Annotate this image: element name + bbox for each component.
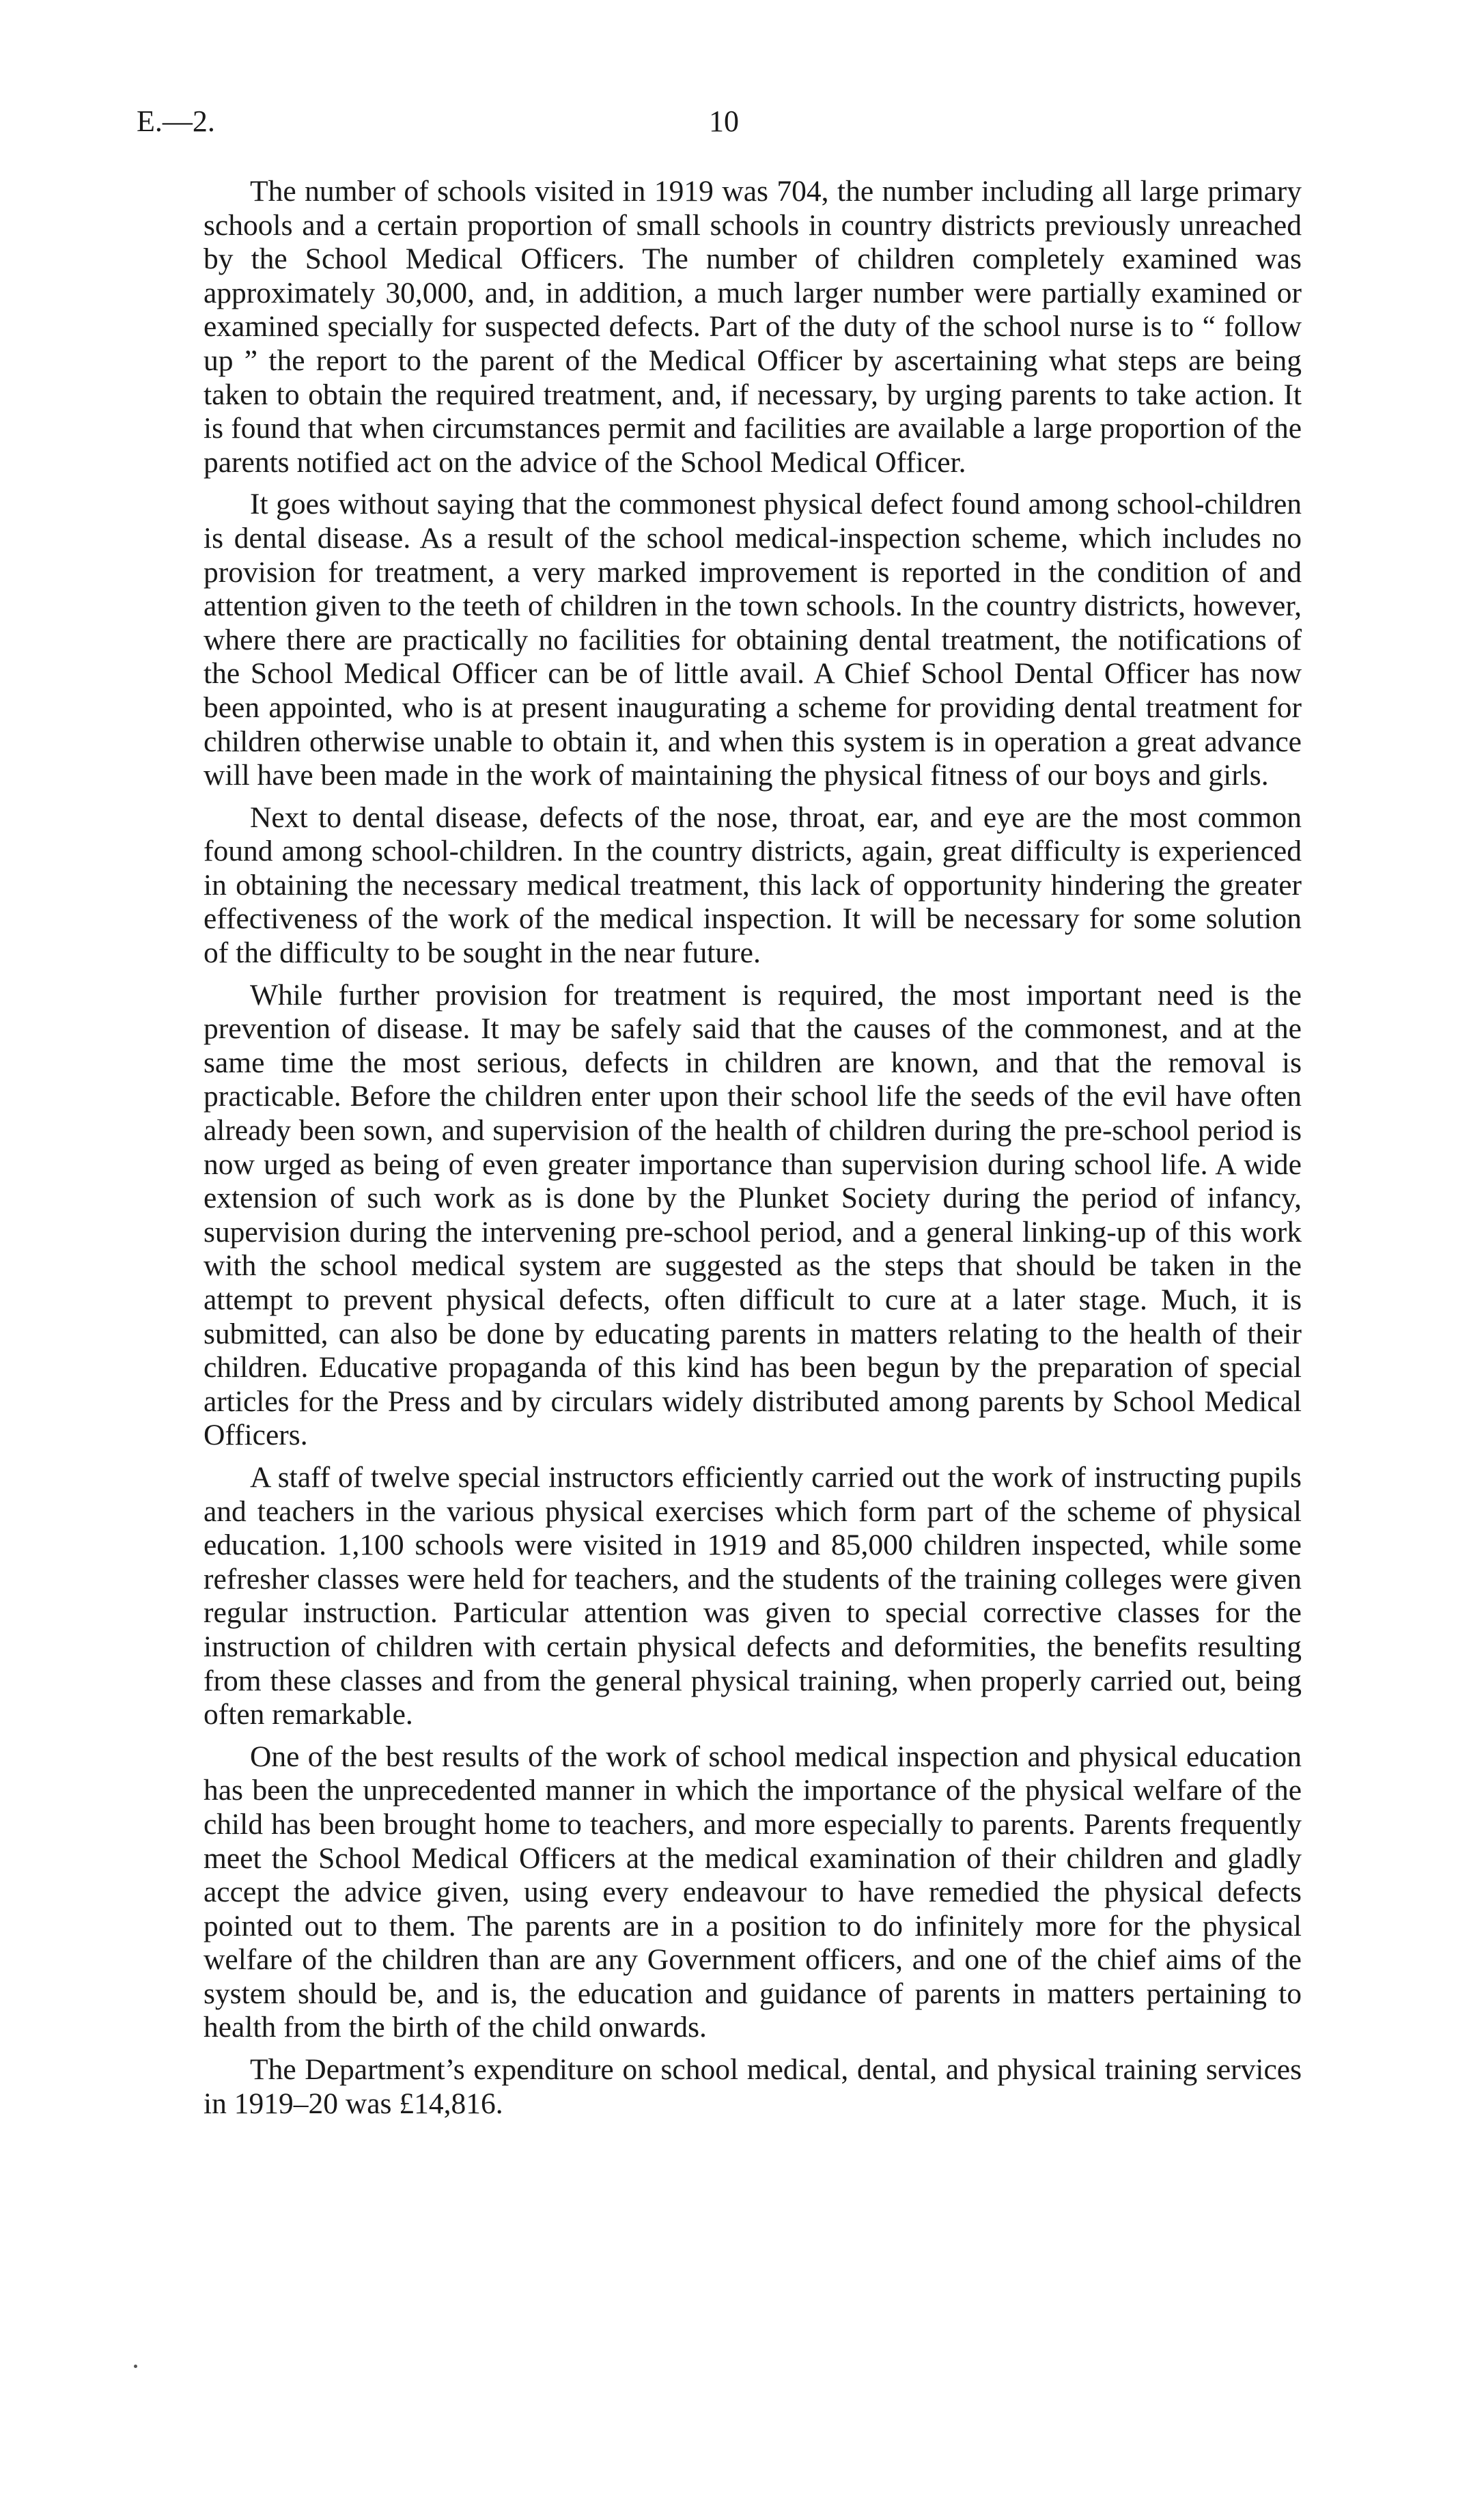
paragraph-dental-disease: It goes without saying that the commonest physical defect found among school-children is dental disease. As a result of the school medical-inspection scheme, which includes no provision for treatment, a very marked improvement is reported in the condition of and attention given to the teeth of children in the town schools. In the country districts, however, where there are practically no facilities for obtaining dental treatment, the notifications of the School Medical Officer can be of little avail. A Chief School Dental Officer has now been appointed, who is at present inaugurating a scheme for providing dental treatment for children otherwise unable to obtain it, and when this system is in operation a great advance will have been made in the work of maintaining the physical fitness of our boys and girls. <box>204 488 1302 792</box>
page-header <box>137 101 1311 142</box>
paragraph-expenditure: The Department’s expenditure on school medical, dental, and physical training services in 1919–20 was £14,816. <box>204 2053 1302 2120</box>
document-body <box>204 175 1302 2129</box>
stray-mark <box>134 2365 137 2368</box>
series-code: E.—2. <box>137 105 215 138</box>
paragraph-best-results: One of the best results of the work of school medical inspection and physical education has been the unprecedented manner in which the importance of the physical welfare of the child has been brought home to teachers, and more especially to parents. Parents frequently meet the School Medical Officers at the medical examination of their children and gladly accept the advice given, using every endeavour to have remedied the physical defects pointed out to them. The parents are in a position to do infinitely more for the physical welfare of the children than are any Government officers, and one of the chief aims of the system should be, and is, the education and guidance of parents in matters pertaining to health from the birth of the child onwards. <box>204 1740 1302 2044</box>
paragraph-prevention: While further provision for treatment is required, the most important need is the prevention of disease. It may be safely said that the causes of the commonest, and at the same time the most serious, defects in children are known, and that the removal is practicable. Before the children enter upon their school life the seeds of the evil have often already been sown, and supervision of the health of children during the pre-school period is now urged as being of even greater importance than supervision during school life. A wide extension of such work as is done by the Plunket Society during the period of infancy, supervision during the intervening pre-school period, and a general linking-up of this work with the school medical system are suggested as the steps that should be taken in the attempt to prevent physical defects, often difficult to cure at a later stage. Much, it is submitted, can also be done by educating parents in matters relating to the health of their children. Educative propaganda of this kind has been begun by the preparation of special articles for the Press and by circulars widely distributed among parents by School Medical Officers. <box>204 978 1302 1452</box>
paragraph-physical-instructors: A staff of twelve special instructors efficiently carried out the work of instructing pupils and teachers in the various physical exercises which form part of the scheme of physical education. 1,100 schools were visited in 1919 and 85,000 children inspected, while some refresher classes were held for teachers, and the students of the training colleges were given regular instruction. Particular attention was given to special corrective classes for the instruction of children with certain physical defects and deformities, the benefits resulting from these classes and from the general physical training, when properly carried out, being often remarkable. <box>204 1460 1302 1731</box>
page-number: 10 <box>709 105 739 138</box>
paragraph-schools-visited: The number of schools visited in 1919 was 704, the number including all large primary schools and a certain proportion of small schools in country districts previously unreached by the School Medical Officers. The number of children completely examined was approximately 30,000, and, in addition, a much larger number were partially examined or examined specially for suspected defects. Part of the duty of the school nurse is to “ follow up ” the report to the parent of the Medical Officer by ascertaining what steps are being taken to obtain the required treatment, and, if necessary, by urging parents to take action. It is found that when circumstances permit and facilities are available a large proportion of the parents notified act on the advice of the School Medical Officer. <box>204 175 1302 479</box>
paragraph-nose-throat-ear-eye: Next to dental disease, defects of the nose, throat, ear, and eye are the most common found among school-children. In the country districts, again, great difficulty is experienced in obtaining the necessary medical treatment, this lack of opportunity hindering the greater effectiveness of the work of the medical inspection. It will be necessary for some solution of the difficulty to be sought in the near future. <box>204 800 1302 970</box>
